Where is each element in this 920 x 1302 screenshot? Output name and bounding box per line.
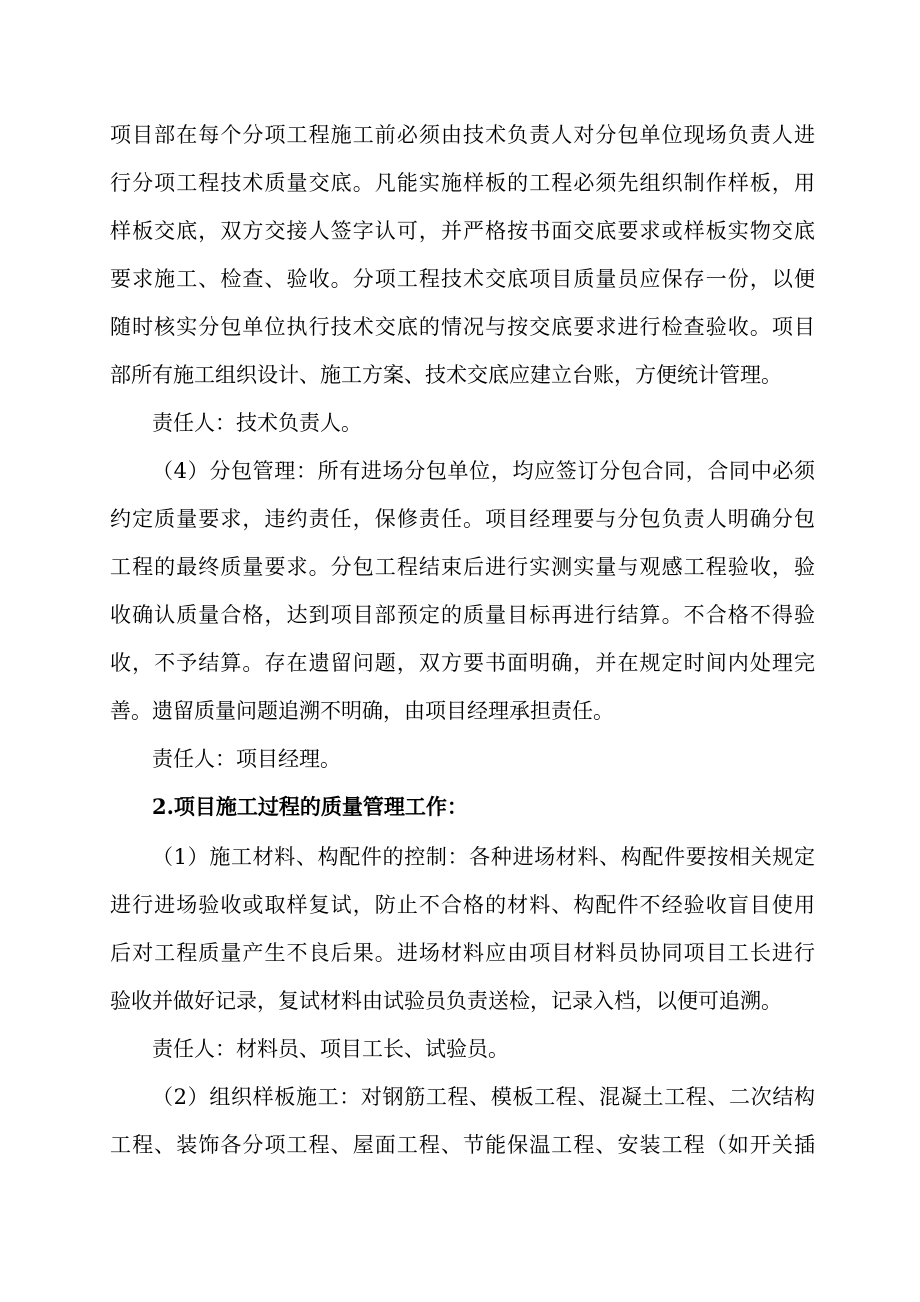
paragraph-1b-line-2: 进行进场验收或取样复试，防止不合格的材料、构配件不经验收盲目使用 <box>110 893 815 917</box>
paragraph-4-line-4: 收确认质量合格，达到项目部预定的质量目标再进行结算。不合格不得验 <box>110 603 815 627</box>
paragraph-1-line-4: 要求施工、检查、验收。分项工程技术交底项目质量员应保存一份，以便 <box>110 267 815 291</box>
paragraph-1b-line-4: 验收并做好记录，复试材料由试验员负责送检，记录入档，以便可追溯。 <box>110 989 782 1013</box>
paragraph-4-line-2: 约定质量要求，违约责任，保修责任。项目经理要与分包负责人明确分包 <box>110 507 815 531</box>
paragraph-4-line-5: 收，不予结算。存在遗留问题，双方要书面明确，并在规定时间内处理完 <box>110 651 815 675</box>
paragraph-1-line-6: 部所有施工组织设计、施工方案、技术交底应建立台账，方便统计管理。 <box>110 363 782 387</box>
responsible-person-tech: 责任人：技术负责人。 <box>152 411 362 435</box>
paragraph-1b-line-1: （1）施工材料、构配件的控制：各种进场材料、构配件要按相关规定 <box>152 845 815 869</box>
paragraph-4-line-3: 工程的最终质量要求。分包工程结束后进行实测实量与观感工程验收，验 <box>110 555 815 579</box>
paragraph-1-line-1: 项目部在每个分项工程施工前必须由技术负责人对分包单位现场负责人进 <box>110 123 815 147</box>
responsible-person-materials: 责任人：材料员、项目工长、试验员。 <box>152 1037 509 1061</box>
paragraph-2-line-1: （2）组织样板施工：对钢筋工程、模板工程、混凝土工程、二次结构 <box>152 1085 815 1109</box>
paragraph-4-line-6: 善。遗留质量问题追溯不明确，由项目经理承担责任。 <box>110 699 614 723</box>
paragraph-1b-line-3: 后对工程质量产生不良后果。进场材料应由项目材料员协同项目工长进行 <box>110 941 815 965</box>
responsible-person-pm: 责任人：项目经理。 <box>152 747 341 771</box>
paragraph-1-line-2: 行分项工程技术质量交底。凡能实施样板的工程必须先组织制作样板，用 <box>110 171 815 195</box>
section-heading: 2.项目施工过程的质量管理工作： <box>152 794 468 819</box>
paragraph-4-line-1: （4）分包管理：所有进场分包单位，均应签订分包合同，合同中必须 <box>152 459 815 483</box>
paragraph-2-line-2: 工程、装饰各分项工程、屋面工程、节能保温工程、安装工程（如开关插 <box>110 1133 815 1157</box>
paragraph-1-line-3: 样板交底，双方交接人签字认可，并严格按书面交底要求或样板实物交底 <box>110 219 815 243</box>
paragraph-1-line-5: 随时核实分包单位执行技术交底的情况与按交底要求进行检查验收。项目 <box>110 315 815 339</box>
